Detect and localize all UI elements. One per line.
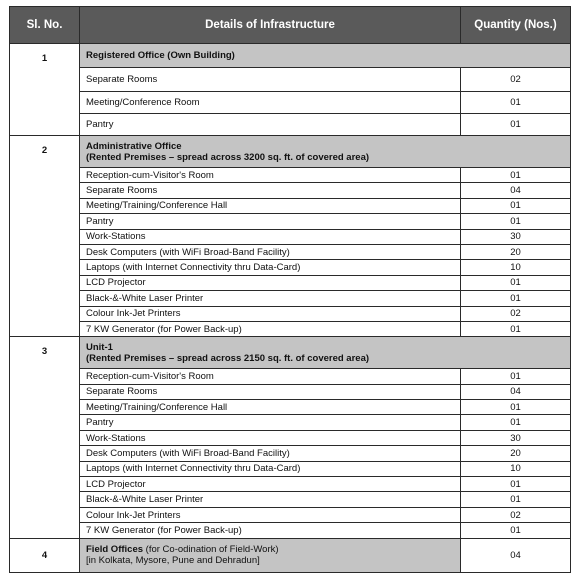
item-name: Desk Computers (with WiFi Broad-Band Facility) (80, 446, 461, 461)
table-row (10, 214, 571, 229)
table-row (10, 229, 571, 244)
item-quantity: 10 (461, 260, 571, 275)
item-quantity: 01 (461, 321, 571, 336)
item-name: Separate Rooms (80, 183, 461, 198)
item-quantity: 01 (461, 400, 571, 415)
table-row (10, 461, 571, 476)
item-name: Colour Ink-Jet Printers (80, 507, 461, 522)
table-row (10, 114, 571, 136)
section-title-cell (80, 538, 461, 572)
table-row (10, 291, 571, 306)
table-row (10, 321, 571, 336)
item-name: LCD Projector (80, 477, 461, 492)
table-row (10, 92, 571, 114)
section-title: Registered Office (Own Building) (80, 44, 571, 68)
item-quantity: 30 (461, 229, 571, 244)
item-quantity: 01 (461, 477, 571, 492)
table-row (10, 384, 571, 399)
table-row (10, 275, 571, 290)
item-quantity: 01 (461, 275, 571, 290)
item-name: Reception-cum-Visitor's Room (80, 369, 461, 384)
item-quantity: 01 (461, 291, 571, 306)
item-name: Laptops (with Internet Connectivity thru Data-Card) (80, 461, 461, 476)
section-number: 4 (10, 538, 80, 572)
section-title: Field Offices (86, 544, 144, 556)
item-quantity: 04 (461, 384, 571, 399)
table-row (10, 244, 571, 259)
item-name: Black-&-White Laser Printer (80, 291, 461, 306)
table-row (10, 523, 571, 538)
section-number: 1 (10, 44, 80, 136)
table-row (10, 400, 571, 415)
section-number: 2 (10, 136, 80, 337)
section-number: 3 (10, 337, 80, 538)
item-name: Work-Stations (80, 229, 461, 244)
table-row (10, 168, 571, 183)
item-name: Work-Stations (80, 430, 461, 445)
table-row (10, 507, 571, 522)
item-name: Meeting/Conference Room (80, 92, 461, 114)
item-name: 7 KW Generator (for Power Back-up) (80, 321, 461, 336)
table-row (10, 415, 571, 430)
item-quantity: 30 (461, 430, 571, 445)
table-row (10, 430, 571, 445)
item-quantity: 02 (461, 306, 571, 321)
item-quantity: 01 (461, 492, 571, 507)
item-quantity: 01 (461, 523, 571, 538)
section-title-cell (80, 136, 571, 168)
section-row (10, 337, 571, 369)
item-quantity: 01 (461, 114, 571, 136)
infrastructure-table (9, 6, 571, 573)
item-quantity: 10 (461, 461, 571, 476)
section-title-note: (for Co-odination of Field-Work) (145, 544, 279, 556)
item-name: Meeting/Training/Conference Hall (80, 400, 461, 415)
table-row (10, 260, 571, 275)
section-row (10, 44, 571, 68)
table-row (10, 446, 571, 461)
item-quantity: 01 (461, 92, 571, 114)
table-row (10, 306, 571, 321)
item-name: Meeting/Training/Conference Hall (80, 198, 461, 213)
item-name: Separate Rooms (80, 384, 461, 399)
item-name: Pantry (80, 415, 461, 430)
section-title: Unit-1 (86, 341, 113, 353)
section-title-cell (80, 337, 571, 369)
table-header-row (10, 7, 571, 44)
item-name: LCD Projector (80, 275, 461, 290)
item-name: Pantry (80, 214, 461, 229)
section-subtitle: (Rented Premises – spread across 2150 sq. ft. of covered area) (86, 352, 370, 364)
item-quantity: 04 (461, 538, 571, 572)
item-name: Reception-cum-Visitor's Room (80, 168, 461, 183)
item-quantity: 04 (461, 183, 571, 198)
item-name: Pantry (80, 114, 461, 136)
section-subtitle: (Rented Premises – spread across 3200 sq. ft. of covered area) (86, 151, 370, 163)
item-name: Separate Rooms (80, 68, 461, 92)
item-name: 7 KW Generator (for Power Back-up) (80, 523, 461, 538)
section-row (10, 538, 571, 572)
section-row (10, 136, 571, 168)
item-quantity: 01 (461, 369, 571, 384)
section-subtitle: [in Kolkata, Mysore, Pune and Dehradun] (86, 555, 260, 567)
item-quantity: 01 (461, 198, 571, 213)
sl-no-header: Sl. No. (10, 7, 80, 44)
details-header: Details of Infrastructure (80, 7, 461, 44)
table-row (10, 492, 571, 507)
table-row (10, 68, 571, 92)
item-name: Desk Computers (with WiFi Broad-Band Facility) (80, 244, 461, 259)
quantity-header: Quantity (Nos.) (461, 7, 571, 44)
item-quantity: 20 (461, 244, 571, 259)
table-row (10, 198, 571, 213)
item-quantity: 01 (461, 415, 571, 430)
item-quantity: 02 (461, 507, 571, 522)
item-quantity: 20 (461, 446, 571, 461)
table-row (10, 369, 571, 384)
item-quantity: 01 (461, 168, 571, 183)
item-name: Black-&-White Laser Printer (80, 492, 461, 507)
item-name: Colour Ink-Jet Printers (80, 306, 461, 321)
table-row (10, 183, 571, 198)
section-title: Administrative Office (86, 140, 182, 152)
item-name: Laptops (with Internet Connectivity thru Data-Card) (80, 260, 461, 275)
table-row (10, 477, 571, 492)
item-quantity: 02 (461, 68, 571, 92)
item-quantity: 01 (461, 214, 571, 229)
